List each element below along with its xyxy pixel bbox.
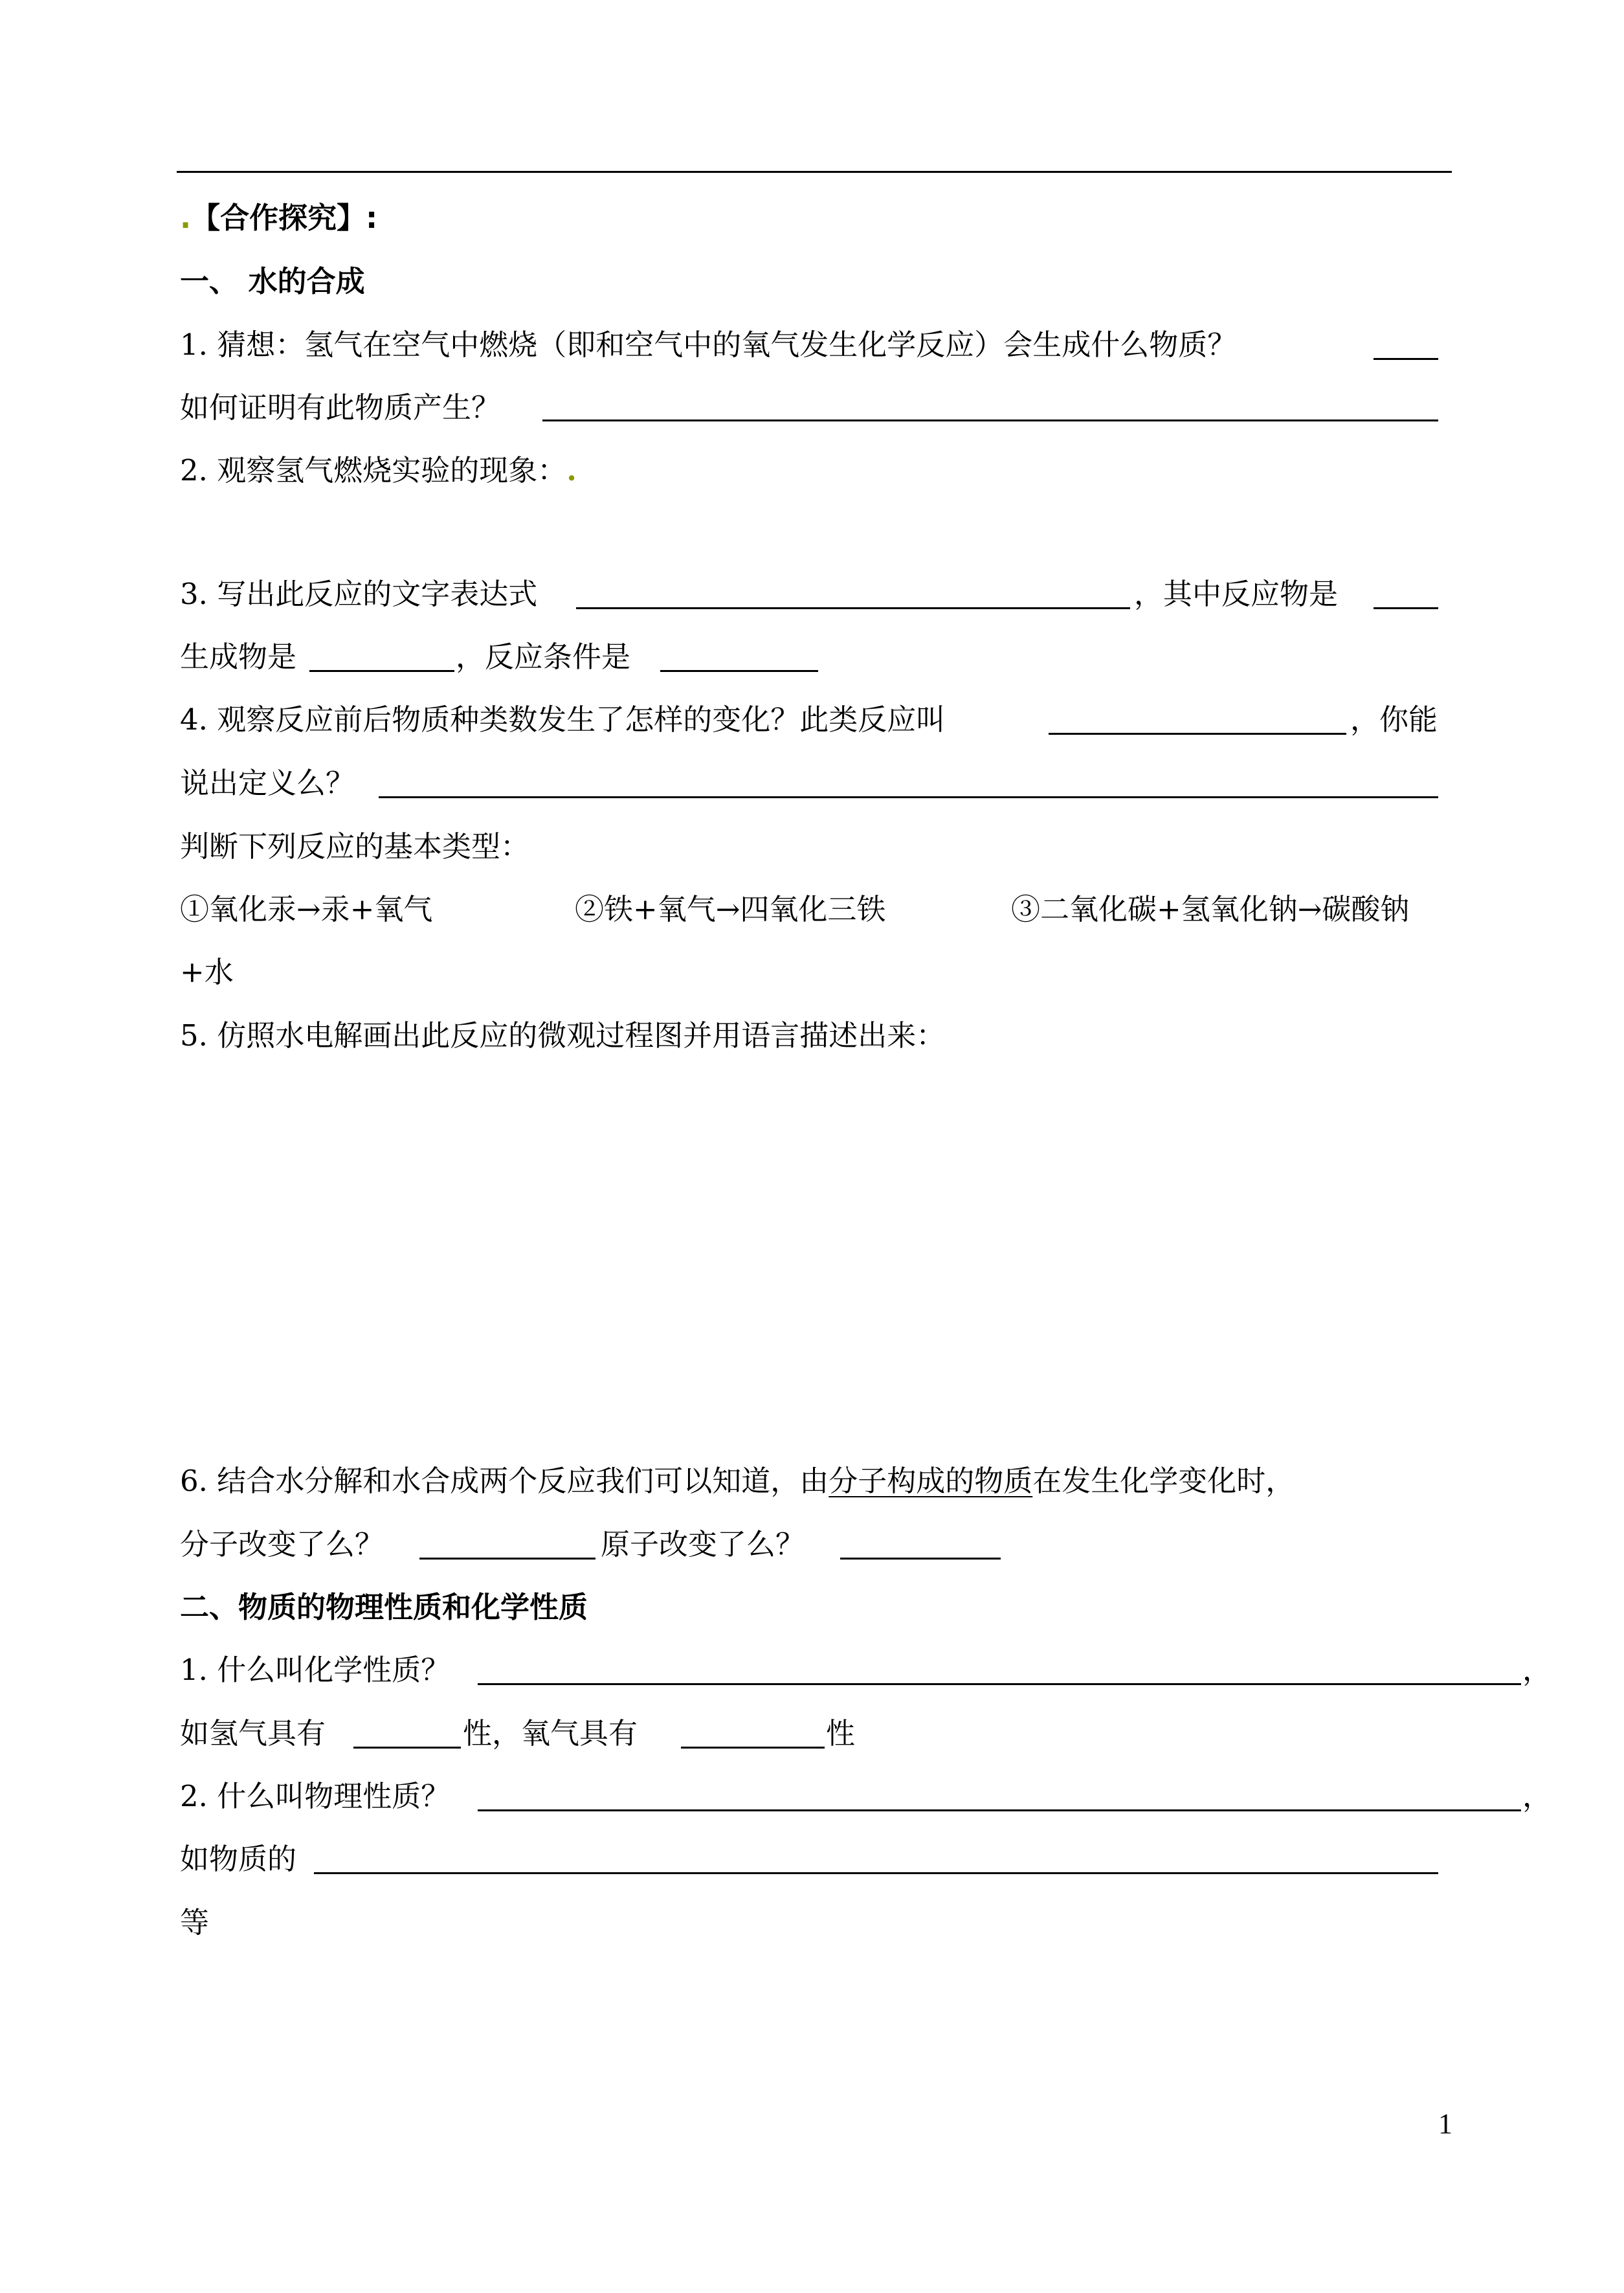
comma-2: ， [1522,1779,1552,1813]
answer-blank-p2-2a[interactable] [314,1872,1438,1874]
question-3-condition: ，反应条件是 [456,640,631,674]
answer-blank-4a[interactable] [1049,733,1346,735]
question-1-sub: 如何证明有此物质产生？ [180,390,501,425]
question-6-sub1: 分子改变了么？ [180,1527,384,1561]
answer-blank-3a[interactable] [576,607,1130,609]
underlined-phrase: 分子构成的物质 [829,1464,1033,1498]
question-6: 6. 结合水分解和水合成两个反应我们可以知道，由分子构成的物质在发生化学变化时， [180,1464,1295,1498]
reaction-1: ①氧化汞→汞+氧气 [180,892,433,926]
question-4: 4. 观察反应前后物质种类数发生了怎样的变化？此类反应叫 [180,702,946,737]
reaction-3: ③二氧化碳+氢氧化钠→碳酸钠 [1011,892,1410,926]
answer-blank-3b[interactable] [1374,607,1438,609]
page-number: 1 [1438,2108,1452,2140]
margin-mark: . [180,201,192,235]
reaction-2: ②铁+氧气→四氧化三铁 [575,892,886,926]
question-3-reactant: ，其中反应物是 [1134,577,1339,611]
part2-question-2-example: 如物质的 [180,1842,297,1876]
part2-question-1-example-b: 性，氧气具有 [463,1716,638,1751]
section-header: .【合作探究】: [180,201,378,235]
part2-question-1: 1. 什么叫化学性质？ [180,1653,450,1687]
judge-title: 判断下列反应的基本类型： [180,829,530,864]
reaction-3-cont: +水 [180,955,234,989]
part2-question-2: 2. 什么叫物理性质？ [180,1779,450,1813]
answer-blank-p2-2[interactable] [478,1809,1521,1811]
part2-title: 二、物质的物理性质和化学性质 [180,1590,588,1624]
answer-blank-p2-1b[interactable] [681,1747,825,1749]
question-1: 1. 猜想：氢气在空气中燃烧（即和空气中的氧气发生化学反应）会生成什么物质？ [180,328,1237,362]
answer-blank-1b[interactable] [542,419,1438,421]
answer-blank-3d[interactable] [660,670,818,672]
question-3-product: 生成物是 [180,640,297,674]
question-3: 3. 写出此反应的文字表达式 [180,577,538,611]
answer-blank-3c[interactable] [309,670,454,672]
question-2: 2. 观察氢气燃烧实验的现象：. [180,453,577,487]
answer-blank-4b[interactable] [379,796,1438,798]
question-4-sub: 说出定义么？ [180,766,355,800]
answer-blank-1a[interactable] [1374,358,1438,360]
answer-blank-p2-1a[interactable] [353,1747,461,1749]
question-5: 5. 仿照水电解画出此反应的微观过程图并用语言描述出来： [180,1018,946,1053]
answer-blank-p2-1[interactable] [478,1683,1521,1685]
header-rule [177,171,1452,173]
part2-question-1-example-c: 性 [826,1716,856,1751]
part1-title: 一、 水的合成 [180,264,365,298]
answer-blank-6b[interactable] [840,1558,1001,1560]
question-4-tail: ，你能 [1350,702,1438,737]
margin-mark: . [566,453,577,487]
answer-blank-6a[interactable] [419,1558,595,1560]
question-6-sub2: 原子改变了么？ [601,1527,805,1561]
part2-question-1-example: 如氢气具有 [180,1716,326,1751]
comma-1: ， [1522,1653,1552,1687]
part2-question-2-end: 等 [180,1905,210,1940]
